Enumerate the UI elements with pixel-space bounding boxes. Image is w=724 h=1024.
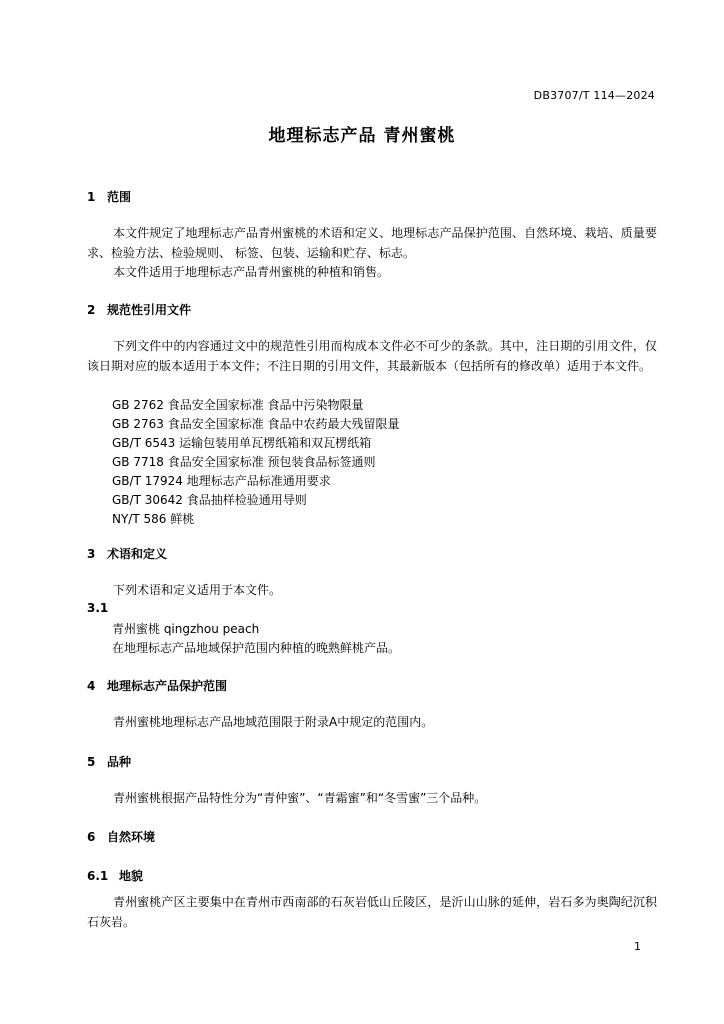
section-2-heading [87,301,191,318]
section-1-heading [87,188,131,205]
section-number: 3 [87,547,96,561]
subsection-title: 地貌 [119,869,144,883]
section-2-paragraph-1: 下列文件中的内容通过文中的规范性引用而构成本文件必不可少的条款。其中，注日期的引用文件，仅该日期对应的版本适用于本文件；不注日期的引用文件，其最新版本（包括所有的修改单）适用于本文件。 [87,339,657,373]
term-number: 3.1 [87,601,109,615]
subsection-number: 6.1 [87,869,109,883]
term-name: 青州蜜桃 qingzhou peach [112,622,260,636]
section-5-heading [87,753,131,770]
section-6-heading [87,828,155,845]
reference-item: GB/T 6543 运输包装用单瓦楞纸箱和双瓦楞纸箱 [112,436,372,450]
term-definition: 在地理标志产品地域保护范围内种植的晚熟鲜桃产品。 [112,641,401,655]
section-3-paragraph-1: 下列术语和定义适用于本文件。 [113,583,282,597]
section-4-paragraph-1: 青州蜜桃地理标志产品地域范围限于附录A中规定的范围内。 [113,715,434,729]
section-title: 术语和定义 [107,547,168,561]
section-title: 地理标志产品保护范围 [107,679,228,693]
reference-item: GB 7718 食品安全国家标准 预包装食品标签通则 [112,455,376,469]
section-number: 4 [87,679,96,693]
section-title: 自然环境 [107,830,156,844]
section-number: 2 [87,303,96,317]
section-number: 5 [87,755,96,769]
section-4-heading [87,677,227,694]
section-number: 6 [87,830,96,844]
reference-item: GB/T 17924 地理标志产品标准通用要求 [112,474,331,488]
page-number: 1 [634,940,641,953]
section-title: 范围 [107,190,132,204]
section-5-paragraph-1: 青州蜜桃根据产品特性分为“青仲蜜”、“青霜蜜”和“冬雪蜜”三个品种。 [113,791,487,805]
document-number: DB3707/T 114—2024 [533,89,655,102]
section-1-paragraph-1: 本文件规定了地理标志产品青州蜜桃的术语和定义、地理标志产品保护范围、自然环境、栽培、质量要求、检验方法、检验规则、 标签、包装、运输和贮存、标志。 [87,226,657,260]
section-6-paragraph-1: 青州蜜桃产区主要集中在青州市西南部的石灰岩低山丘陵区，是沂山山脉的延伸，岩石多为奥陶纪沉积石灰岩。 [87,895,657,929]
section-number: 1 [87,190,96,204]
page-title: 地理标志产品 青州蜜桃 [268,126,456,146]
section-title: 品种 [107,755,132,769]
reference-item: NY/T 586 鲜桃 [112,512,195,526]
reference-item: GB/T 30642 食品抽样检验通用导则 [112,493,307,507]
section-3-heading [87,545,167,562]
reference-item: GB 2763 食品安全国家标准 食品中农药最大残留限量 [112,417,400,431]
section-1-paragraph-2: 本文件适用于地理标志产品青州蜜桃的种植和销售。 [113,265,390,279]
reference-item: GB 2762 食品安全国家标准 食品中污染物限量 [112,398,364,412]
section-title: 规范性引用文件 [107,303,192,317]
subsection-6-1-heading [87,867,143,884]
